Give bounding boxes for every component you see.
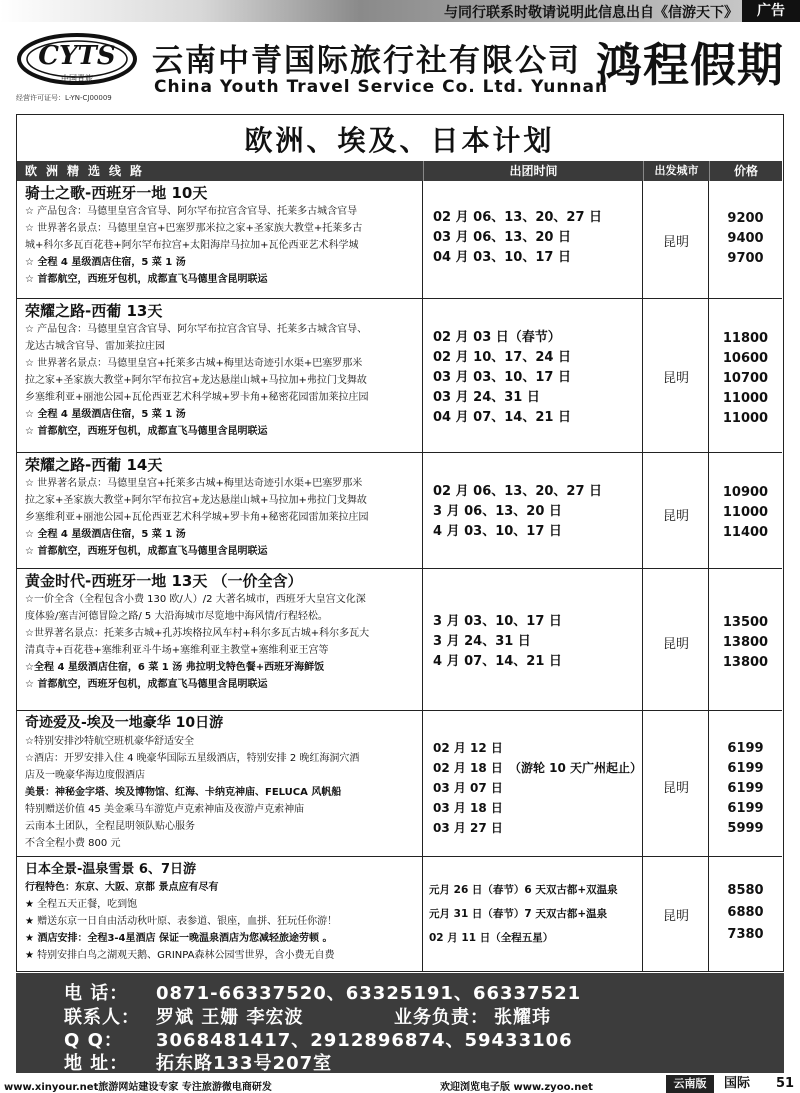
footer-left-text: www.xinyour.net旅游网站建设专家 专注旅游微电商研发 [4, 1082, 272, 1093]
departure-city [643, 711, 709, 856]
price: 13800 [722, 655, 769, 670]
table-row [17, 181, 782, 299]
address-line [64, 1049, 332, 1075]
route-title: 奇迹爱及-埃及一地豪华 10日游 [25, 715, 224, 731]
route-info [17, 299, 423, 452]
route-line: ☆ 产品包含：马德里皇宫含官导、阿尔罕布拉宫含官导、托莱多古城含官导 [25, 206, 358, 217]
departure-city [643, 299, 709, 452]
date-line: 02 月 03 日（春节） [433, 330, 561, 345]
route-title: 日本全景-温泉雪景 6、7日游 [25, 862, 197, 877]
price-list [709, 453, 782, 568]
qq-label: Q Q： [64, 1030, 123, 1051]
page-number: 51 [776, 1076, 795, 1091]
route-info [17, 857, 423, 971]
qq-numbers: 3068481417、2912896874、59433106 [156, 1030, 573, 1051]
route-line: ☆ 首都航空，西班牙包机，成都直飞马德里含昆明联运 [25, 274, 268, 285]
route-line: 乡塞维利亚+丽池公园+瓦伦西亚艺术科学城+罗卡角+秘密花园雷加莱拉庄园 [25, 512, 369, 523]
source-notice: 与同行联系时敬请说明此信息出自《信游天下》 [444, 5, 738, 21]
phone-label: 电 话： [64, 983, 129, 1004]
city-name: 昆明 [662, 637, 689, 652]
price: 10600 [722, 351, 769, 366]
route-line: ☆酒店：开罗安排入住 4 晚豪华国际五星级酒店，特别安排 2 晚红海洞穴酒 [25, 753, 360, 764]
route-title: 荣耀之路-西葡 13天 [25, 302, 163, 320]
route-line: 清真寺+百花巷+塞维利亚斗牛场+塞维利亚主教堂+塞维利亚王宫等 [25, 645, 329, 656]
route-info [17, 569, 423, 710]
route-line: ☆ 世界著名景点：马德里皇宫+托莱多古城+梅里达奇迹引水渠+巴塞罗那米 [25, 358, 363, 369]
price: 13500 [722, 615, 769, 630]
date-line: 02 月 06、13、20、27 日 [433, 210, 603, 225]
manager-label: 业务负责： [394, 1007, 489, 1028]
date-line: 04 月 07、14、21 日 [433, 410, 571, 425]
price: 9200 [727, 211, 764, 226]
date-line: 02 月 12 日 [433, 741, 503, 755]
table-row [17, 453, 782, 569]
phone-line [64, 979, 581, 1005]
svg-text:中国青旅: 中国青旅 [61, 74, 93, 83]
date-line: 02 月 11 日（全程五星） [429, 932, 554, 944]
date-line: 元月 26 日（春节）6 天双古都+双温泉 [429, 884, 618, 896]
route-line: 度体验/塞吉河德冒险之路/ 5 大沿海城市尽览地中海风情/行程轻松。 [25, 611, 328, 622]
cyts-logo-icon [16, 29, 138, 89]
departure-dates [423, 299, 643, 452]
plan-title: 欧洲、埃及、日本计划 [244, 124, 555, 157]
route-line: 拉之家+圣家族大教堂+阿尔罕布拉宫+龙达悬崖山城+马拉加+弗拉门戈舞故 [25, 495, 367, 506]
price: 10900 [722, 485, 769, 500]
route-line: 美景：神秘金字塔、埃及博物馆、红海、卡纳克神庙、FELUCA 风帆船 [25, 787, 342, 798]
departure-city [643, 453, 709, 568]
departure-city [643, 569, 709, 710]
date-line: 03 月 07 日 [433, 781, 503, 795]
date-note: （游轮 10 天广州起止） [509, 761, 643, 775]
ad-label: 广告 [742, 0, 800, 22]
column-date: 出团时间 [423, 161, 643, 181]
route-line: ★ 赠送东京一日自由活动秋叶原、表参道、银座，血拼、狂玩任你游！ [25, 916, 338, 927]
city-name: 昆明 [662, 509, 689, 524]
city-name: 昆明 [662, 235, 689, 250]
route-line: 特别赠送价值 45 美金乘马车游览卢克索神庙及夜游卢克索神庙 [25, 804, 305, 815]
departure-dates [423, 569, 643, 710]
table-row [17, 299, 782, 453]
company-name-cn: 云南中青国际旅行社有限公司 [152, 43, 581, 79]
price: 9400 [727, 231, 764, 246]
departure-dates [423, 711, 643, 856]
table-row [17, 711, 782, 857]
route-line: ☆世界著名景点：托莱多古城+孔苏埃格拉风车村+科尔多瓦古城+科尔多瓦大 [25, 628, 370, 639]
route-title: 骑士之歌-西班牙一地 10天 [25, 184, 208, 202]
date-line: 02 月 18 日 [433, 761, 503, 775]
price: 5999 [727, 821, 764, 836]
departure-dates [423, 453, 643, 568]
route-line: 拉之家+圣家族大教堂+阿尔罕布拉宫+龙达悬崖山城+马拉加+弗拉门戈舞故 [25, 375, 367, 386]
route-line: 城+科尔多瓦百花巷+阿尔罕布拉宫+太阳海岸马拉加+瓦伦西亚艺术科学城 [25, 240, 359, 251]
address-value: 拓东路133号207室 [156, 1053, 333, 1074]
route-info [17, 181, 423, 298]
table-row [17, 857, 782, 971]
route-line: 不含全程小费 800 元 [25, 838, 121, 849]
person-label: 联系人： [64, 1007, 140, 1028]
route-line: 云南本土团队，全程昆明领队贴心服务 [25, 821, 195, 832]
price-list [709, 857, 782, 971]
date-line: 03 月 24、31 日 [433, 390, 540, 405]
date-line: 02 月 10、17、24 日 [433, 350, 571, 365]
date-line: 02 月 06、13、20、27 日 [433, 484, 603, 499]
city-name: 昆明 [662, 909, 689, 924]
route-info [17, 711, 423, 856]
address-label: 地 址： [64, 1053, 129, 1074]
date-line: 03 月 03、10、17 日 [433, 370, 571, 385]
route-line: 乡塞维利亚+丽池公园+瓦伦西亚艺术科学城+罗卡角+秘密花园雷加莱拉庄园 [25, 392, 369, 403]
date-line: 03 月 18 日 [433, 801, 503, 815]
date-line: 03 月 27 日 [433, 821, 503, 835]
route-line: ☆特别安排沙特航空班机豪华舒适安全 [25, 736, 194, 747]
price-list [709, 711, 782, 856]
price: 6199 [727, 781, 764, 796]
date-line: 3 月 06、13、20 日 [433, 504, 562, 519]
page-footer [0, 1075, 800, 1093]
date-line: 4 月 03、10、17 日 [433, 524, 562, 539]
route-title: 黄金时代-西班牙一地 13天 （一价全含） [25, 572, 303, 590]
price: 6199 [727, 761, 764, 776]
price: 7380 [727, 927, 764, 942]
date-line: 3 月 03、10、17 日 [433, 614, 562, 629]
route-info [17, 453, 423, 568]
route-line: 店及一晚豪华海边度假酒店 [25, 770, 145, 781]
date-line: 3 月 24、31 日 [433, 634, 531, 649]
price: 10700 [722, 371, 769, 386]
table-header [17, 161, 782, 181]
company-name-en: China Youth Travel Service Co. Ltd. Yunnan [154, 77, 609, 97]
route-line: ☆ 全程 4 星级酒店住宿，5 菜 1 汤 [25, 529, 186, 540]
price: 13800 [722, 635, 769, 650]
tour-table [16, 114, 784, 972]
price: 11000 [722, 391, 769, 406]
price: 11000 [722, 411, 769, 426]
departure-dates [423, 857, 643, 971]
company-header [16, 27, 784, 109]
route-line: ☆ 首都航空，西班牙包机，成都直飞马德里含昆明联运 [25, 679, 268, 690]
price: 6199 [727, 741, 764, 756]
date-line: 04 月 03、10、17 日 [433, 250, 571, 265]
route-line: 龙达古城含官导、雷加莱拉庄园 [25, 341, 165, 352]
date-line: 元月 31 日（春节）7 天双古都+温泉 [429, 908, 608, 920]
route-line: 行程特色：东京、大阪、京都 景点应有尽有 [25, 882, 219, 893]
person-names: 罗斌 王姗 李宏波 [156, 1007, 304, 1028]
route-line: ★ 特别安排白鸟之湖观天鹅、GRINPA森林公园雪世界，含小费无自费 [25, 950, 335, 961]
brand-slogan: 鸿程假期 [596, 38, 784, 92]
route-line: ☆一价全含（全程包含小费 130 欧/人）/2 大著名城市，西班牙大皇宫文化深 [25, 594, 366, 605]
departure-dates [423, 181, 643, 298]
price-list [709, 299, 782, 452]
edition-badge: 云南版 [666, 1075, 714, 1093]
contact-panel [16, 973, 784, 1073]
departure-city [643, 181, 709, 298]
route-line: ★ 全程五天正餐，吃到饱 [25, 899, 138, 910]
route-line: ☆ 全程 4 星级酒店住宿，5 菜 1 汤 [25, 257, 186, 268]
route-line: ☆ 世界著名景点：马德里皇宫+巴塞罗那米拉之家+圣家族大教堂+托莱多古 [25, 223, 363, 234]
column-price: 价格 [709, 161, 782, 181]
route-line: ☆ 首都航空，西班牙包机，成都直飞马德里含昆明联运 [25, 546, 268, 557]
route-line: ☆ 首都航空，西班牙包机，成都直飞马德里含昆明联运 [25, 426, 268, 437]
column-city: 出发城市 [643, 161, 709, 181]
price: 6199 [727, 801, 764, 816]
date-line: 03 月 06、13、20 日 [433, 230, 571, 245]
city-name: 昆明 [662, 371, 689, 386]
price: 9700 [727, 251, 764, 266]
route-title: 荣耀之路-西葡 14天 [25, 456, 163, 474]
price: 8580 [727, 883, 764, 898]
footer-right-text: 欢迎浏览电子版 www.zyoo.net [440, 1082, 593, 1093]
license-number: 经营许可证号：L-YN-CJ00009 [16, 94, 112, 102]
section-name: 国际 [724, 1076, 751, 1091]
manager-name: 张耀玮 [494, 1007, 551, 1028]
price-list [709, 181, 782, 298]
route-line: ☆ 全程 4 星级酒店住宿，5 菜 1 汤 [25, 409, 186, 420]
date-line: 4 月 07、14、21 日 [433, 654, 562, 669]
city-name: 昆明 [662, 781, 689, 796]
price-list [709, 569, 782, 710]
route-line: ☆全程 4 星级酒店住宿，6 菜 1 汤 弗拉明戈特色餐+西班牙海鲜饭 [25, 662, 325, 673]
route-line: ★ 酒店安排：全程3-4星酒店 保证一晚温泉酒店为您减轻旅途劳顿 。 [25, 933, 333, 944]
column-route: 欧洲精选线路 [25, 164, 152, 178]
top-banner [0, 0, 800, 22]
price: 11400 [722, 525, 769, 540]
route-line: ☆ 产品包含：马德里皇宫含官导、阿尔罕布拉宫含官导、托莱多古城含官导、 [25, 324, 368, 335]
price: 6880 [727, 905, 764, 920]
phone-numbers: 0871-66337520、63325191、66337521 [156, 983, 582, 1004]
departure-city [643, 857, 709, 971]
price: 11800 [722, 331, 769, 346]
price: 11000 [722, 505, 769, 520]
route-line: ☆ 世界著名景点：马德里皇宫+托莱多古城+梅里达奇迹引水渠+巴塞罗那米 [25, 478, 363, 489]
table-row [17, 569, 782, 711]
svg-text:CYTS: CYTS [38, 41, 116, 71]
